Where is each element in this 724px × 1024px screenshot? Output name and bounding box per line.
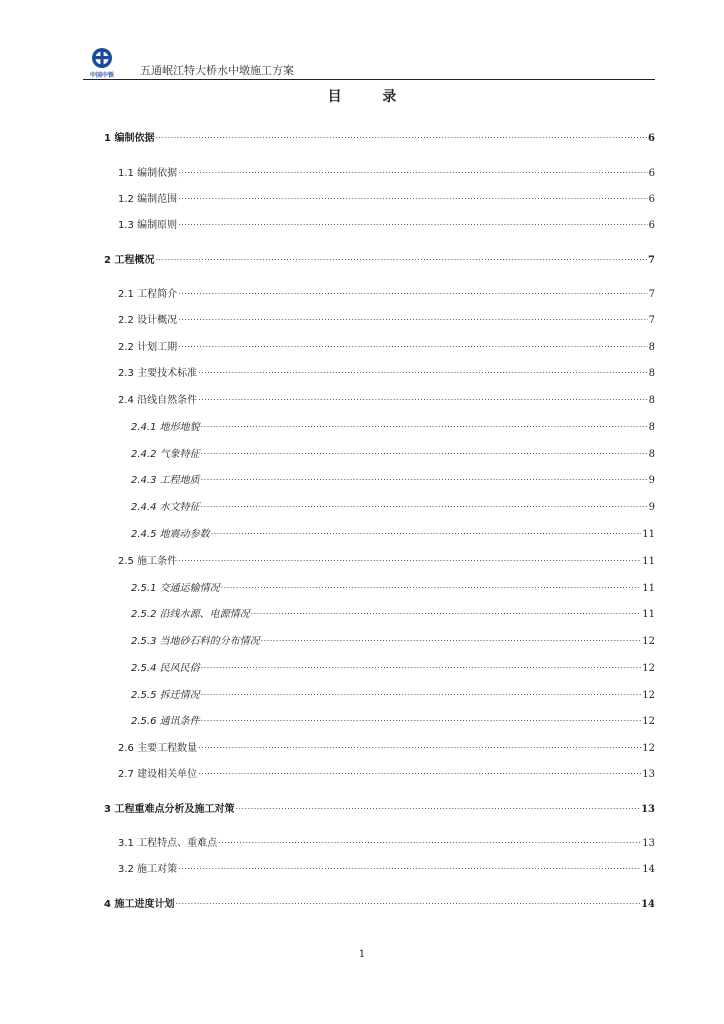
- toc-entry[interactable]: [118, 216, 655, 233]
- toc-entry[interactable]: [118, 311, 655, 328]
- toc-entry[interactable]: [131, 418, 655, 435]
- toc-entry-label: 2.5.2 沿线水源、电源情况: [131, 609, 250, 620]
- toc-entry-page: 6: [648, 133, 655, 144]
- toc-entry-page: 11: [642, 529, 655, 540]
- toc-entry-label: 1.3 编制原则: [118, 220, 178, 231]
- toc-entry-page: 11: [642, 556, 655, 567]
- toc-entry-label: 1.1 编制依据: [118, 168, 178, 179]
- toc-entry[interactable]: [104, 129, 655, 146]
- toc-entry-label: 2.4.1 地形地貌: [131, 422, 200, 433]
- toc-entry-page: 13: [642, 838, 655, 849]
- toc-entry-page: 6: [648, 168, 655, 179]
- toc-entry-label: 2.2 设计概况: [118, 315, 178, 326]
- toc-entry-page: 8: [648, 342, 655, 353]
- toc-entry-page: 11: [642, 609, 655, 620]
- toc-entry[interactable]: [131, 498, 655, 515]
- toc-entry[interactable]: [131, 605, 655, 622]
- toc-leader-dots: [178, 164, 648, 176]
- toc-entry-page: 7: [648, 255, 655, 266]
- logo-text: 中国中铁: [89, 72, 115, 79]
- toc-leader-dots: [201, 686, 642, 698]
- toc-entry-label: 3 工程重难点分析及施工对策: [104, 804, 235, 815]
- toc-leader-dots: [155, 129, 647, 141]
- toc-entry[interactable]: [104, 800, 655, 817]
- toc-entry-page: 6: [648, 194, 655, 205]
- toc-entry-label: 2.5.1 交通运输情况: [131, 583, 220, 594]
- toc-entry-page: 8: [648, 449, 655, 460]
- toc-leader-dots: [251, 605, 642, 617]
- toc-leader-dots: [178, 552, 641, 564]
- toc-entry[interactable]: [131, 525, 655, 542]
- toc-entry[interactable]: [131, 686, 655, 703]
- toc-entry-page: 14: [641, 899, 655, 910]
- toc-leader-dots: [218, 834, 641, 846]
- toc-entry[interactable]: [118, 164, 655, 181]
- toc-entry-label: 1.2 编制范围: [118, 194, 178, 205]
- toc-leader-dots: [198, 364, 648, 376]
- toc-entry-label: 2.3 主要技术标准: [118, 368, 198, 379]
- toc-entry[interactable]: [131, 471, 655, 488]
- toc-entry-page: 12: [642, 690, 655, 701]
- toc-entry-label: 2.7 建设相关单位: [118, 769, 198, 780]
- toc-entry[interactable]: [118, 739, 655, 756]
- toc-entry[interactable]: [131, 445, 655, 462]
- toc-leader-dots: [198, 391, 648, 403]
- page-number: 1: [358, 949, 366, 960]
- toc-entry-page: 9: [648, 502, 655, 513]
- toc-leader-dots: [235, 800, 640, 812]
- toc-entry-page: 13: [642, 769, 655, 780]
- toc-leader-dots: [155, 251, 647, 263]
- toc-entry-label: 2.5.6 通讯条件: [131, 716, 200, 727]
- toc-leader-dots: [261, 632, 642, 644]
- toc-entry-page: 12: [642, 636, 655, 647]
- toc-entry-page: 6: [648, 220, 655, 231]
- toc-entry[interactable]: [118, 285, 655, 302]
- toc-entry[interactable]: [118, 834, 655, 851]
- toc-entry-label: 4 施工进度计划: [104, 899, 175, 910]
- toc-entry-label: 2.5 施工条件: [118, 556, 178, 567]
- toc-entry-label: 2.4.4 水文特征: [131, 502, 200, 513]
- toc-leader-dots: [201, 418, 648, 430]
- toc-entry-label: 2 工程概况: [104, 255, 155, 266]
- toc-leader-dots: [178, 338, 648, 350]
- toc-entry[interactable]: [118, 391, 655, 408]
- toc-leader-dots: [198, 765, 641, 777]
- toc-entry-page: 7: [648, 289, 655, 300]
- toc-entry[interactable]: [104, 251, 655, 268]
- toc-entry-label: 1 编制依据: [104, 133, 155, 144]
- toc-entry-page: 8: [648, 422, 655, 433]
- toc-leader-dots: [201, 712, 642, 724]
- toc-entry[interactable]: [118, 338, 655, 355]
- toc-entry-label: 3.1 工程特点、重难点: [118, 838, 218, 849]
- toc-leader-dots: [178, 311, 648, 323]
- toc-entry-page: 12: [642, 663, 655, 674]
- document-header-title: 五通岷江特大桥水中墩施工方案: [140, 64, 294, 77]
- toc-entry[interactable]: [118, 552, 655, 569]
- toc-entry-label: 2.4.2 气象特征: [131, 449, 200, 460]
- toc-leader-dots: [175, 895, 640, 907]
- toc-leader-dots: [178, 190, 648, 202]
- toc-leader-dots: [221, 579, 642, 591]
- toc-leader-dots: [201, 498, 648, 510]
- toc-entry-label: 2.4.5 地震动参数: [131, 529, 210, 540]
- toc-title: 目 录: [327, 89, 415, 105]
- toc-entry[interactable]: [131, 579, 655, 596]
- toc-entry-label: 2.2 计划工期: [118, 342, 178, 353]
- toc-entry-page: 11: [642, 583, 655, 594]
- toc-entry-page: 8: [648, 368, 655, 379]
- toc-entry[interactable]: [131, 632, 655, 649]
- toc-entry[interactable]: [118, 765, 655, 782]
- toc-entry[interactable]: [131, 712, 655, 729]
- toc-entry[interactable]: [131, 659, 655, 676]
- toc-entry-label: 2.6 主要工程数量: [118, 743, 198, 754]
- toc-entry-label: 2.4.3 工程地质: [131, 475, 200, 486]
- toc-entry-label: 2.5.5 拆迁情况: [131, 690, 200, 701]
- toc-entry-label: 2.1 工程简介: [118, 289, 178, 300]
- toc-leader-dots: [211, 525, 642, 537]
- toc-entry-page: 9: [648, 475, 655, 486]
- toc-entry-page: 8: [648, 395, 655, 406]
- toc-entry-page: 12: [642, 716, 655, 727]
- toc-entry[interactable]: [118, 860, 655, 877]
- toc-entry-label: 3.2 施工对策: [118, 864, 178, 875]
- toc-leader-dots: [201, 471, 648, 483]
- toc-leader-dots: [198, 739, 641, 751]
- toc-leader-dots: [201, 445, 648, 457]
- toc-entry[interactable]: [104, 895, 655, 912]
- toc-leader-dots: [178, 216, 648, 228]
- toc-entry[interactable]: [118, 190, 655, 207]
- toc-entry-page: 7: [648, 315, 655, 326]
- toc-entry[interactable]: [118, 364, 655, 381]
- toc-leader-dots: [178, 860, 641, 872]
- toc-entry-label: 2.5.3 当地砂石料的分布情况: [131, 636, 260, 647]
- toc-entry-page: 14: [642, 864, 655, 875]
- toc-entry-label: 2.5.4 民风民俗: [131, 663, 200, 674]
- toc-entry-page: 13: [641, 804, 655, 815]
- toc-entry-label: 2.4 沿线自然条件: [118, 395, 198, 406]
- toc-leader-dots: [201, 659, 642, 671]
- toc-entry-page: 12: [642, 743, 655, 754]
- toc-leader-dots: [178, 285, 648, 297]
